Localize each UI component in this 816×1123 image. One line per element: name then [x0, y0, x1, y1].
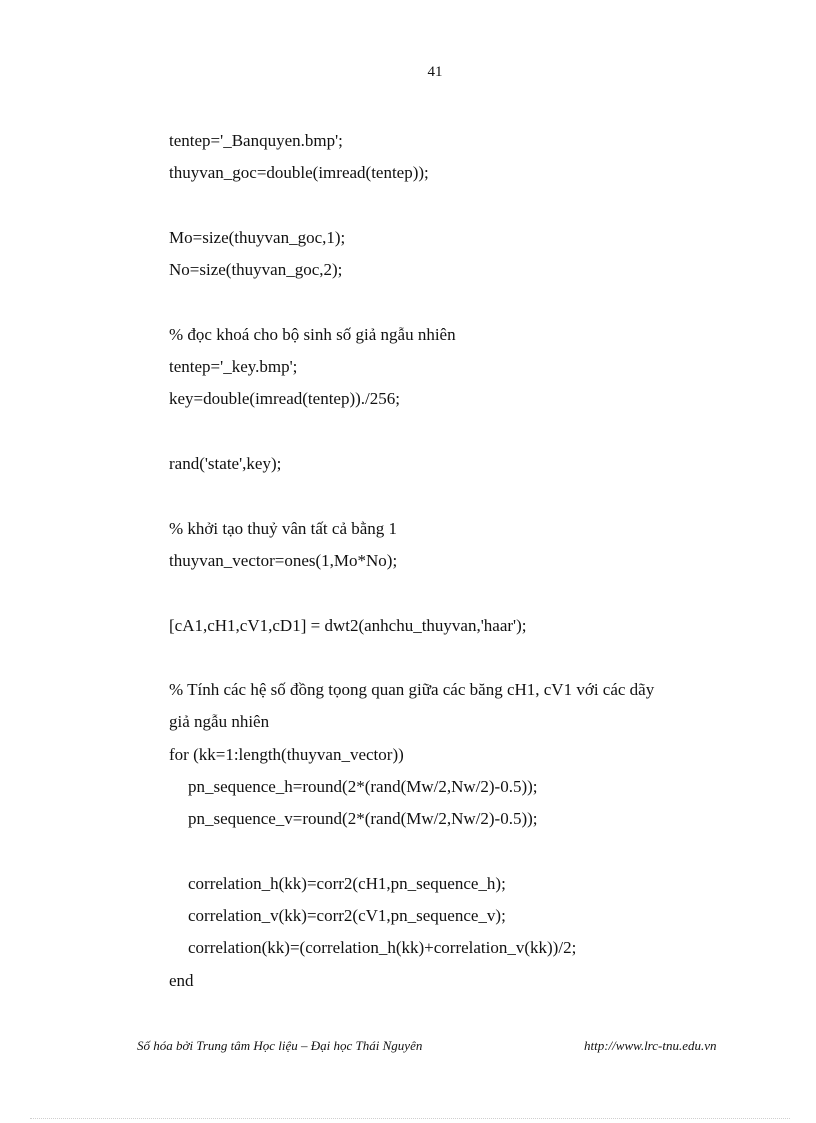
code-comment: % Tính các hệ số đồng tọong quan giữa các băng cH1, cV1 với các dãy	[169, 680, 655, 699]
code-line: correlation_v(kk)=corr2(cV1,pn_sequence_v);	[188, 906, 506, 925]
code-line: thuyvan_goc=double(imread(tentep));	[169, 163, 429, 182]
code-line: tentep='_key.bmp';	[169, 357, 298, 376]
code-line: end	[169, 971, 194, 990]
code-line: tentep='_Banquyen.bmp';	[169, 131, 343, 150]
code-line: pn_sequence_v=round(2*(rand(Mw/2,Nw/2)-0.5));	[188, 809, 538, 828]
code-comment: % khởi tạo thuỷ vân tất cả bằng 1	[169, 519, 398, 538]
code-line: rand('state',key);	[169, 454, 282, 473]
code-line: Mo=size(thuyvan_goc,1);	[169, 228, 346, 247]
code-comment: % đọc khoá cho bộ sinh số giả ngẫu nhiên	[169, 325, 456, 344]
code-line: correlation_h(kk)=corr2(cH1,pn_sequence_h);	[188, 874, 506, 893]
page-number: 41	[427, 64, 443, 80]
code-line: thuyvan_vector=ones(1,Mo*No);	[169, 551, 398, 570]
footer-url: http://www.lrc-tnu.edu.vn	[584, 1038, 717, 1053]
code-comment: giả ngẫu nhiên	[169, 712, 270, 731]
bottom-divider	[30, 1118, 790, 1119]
code-line: [cA1,cH1,cV1,cD1] = dwt2(anhchu_thuyvan,'haar');	[169, 616, 527, 635]
code-line: for (kk=1:length(thuyvan_vector))	[169, 745, 404, 764]
code-line: No=size(thuyvan_goc,2);	[169, 260, 343, 279]
code-line: key=double(imread(tentep))./256;	[169, 389, 400, 408]
footer-source: Số hóa bởi Trung tâm Học liệu – Đại học Thái Nguyên	[137, 1038, 423, 1053]
code-line: pn_sequence_h=round(2*(rand(Mw/2,Nw/2)-0.5));	[188, 777, 538, 796]
code-line: correlation(kk)=(correlation_h(kk)+correlation_v(kk))/2;	[188, 938, 577, 957]
